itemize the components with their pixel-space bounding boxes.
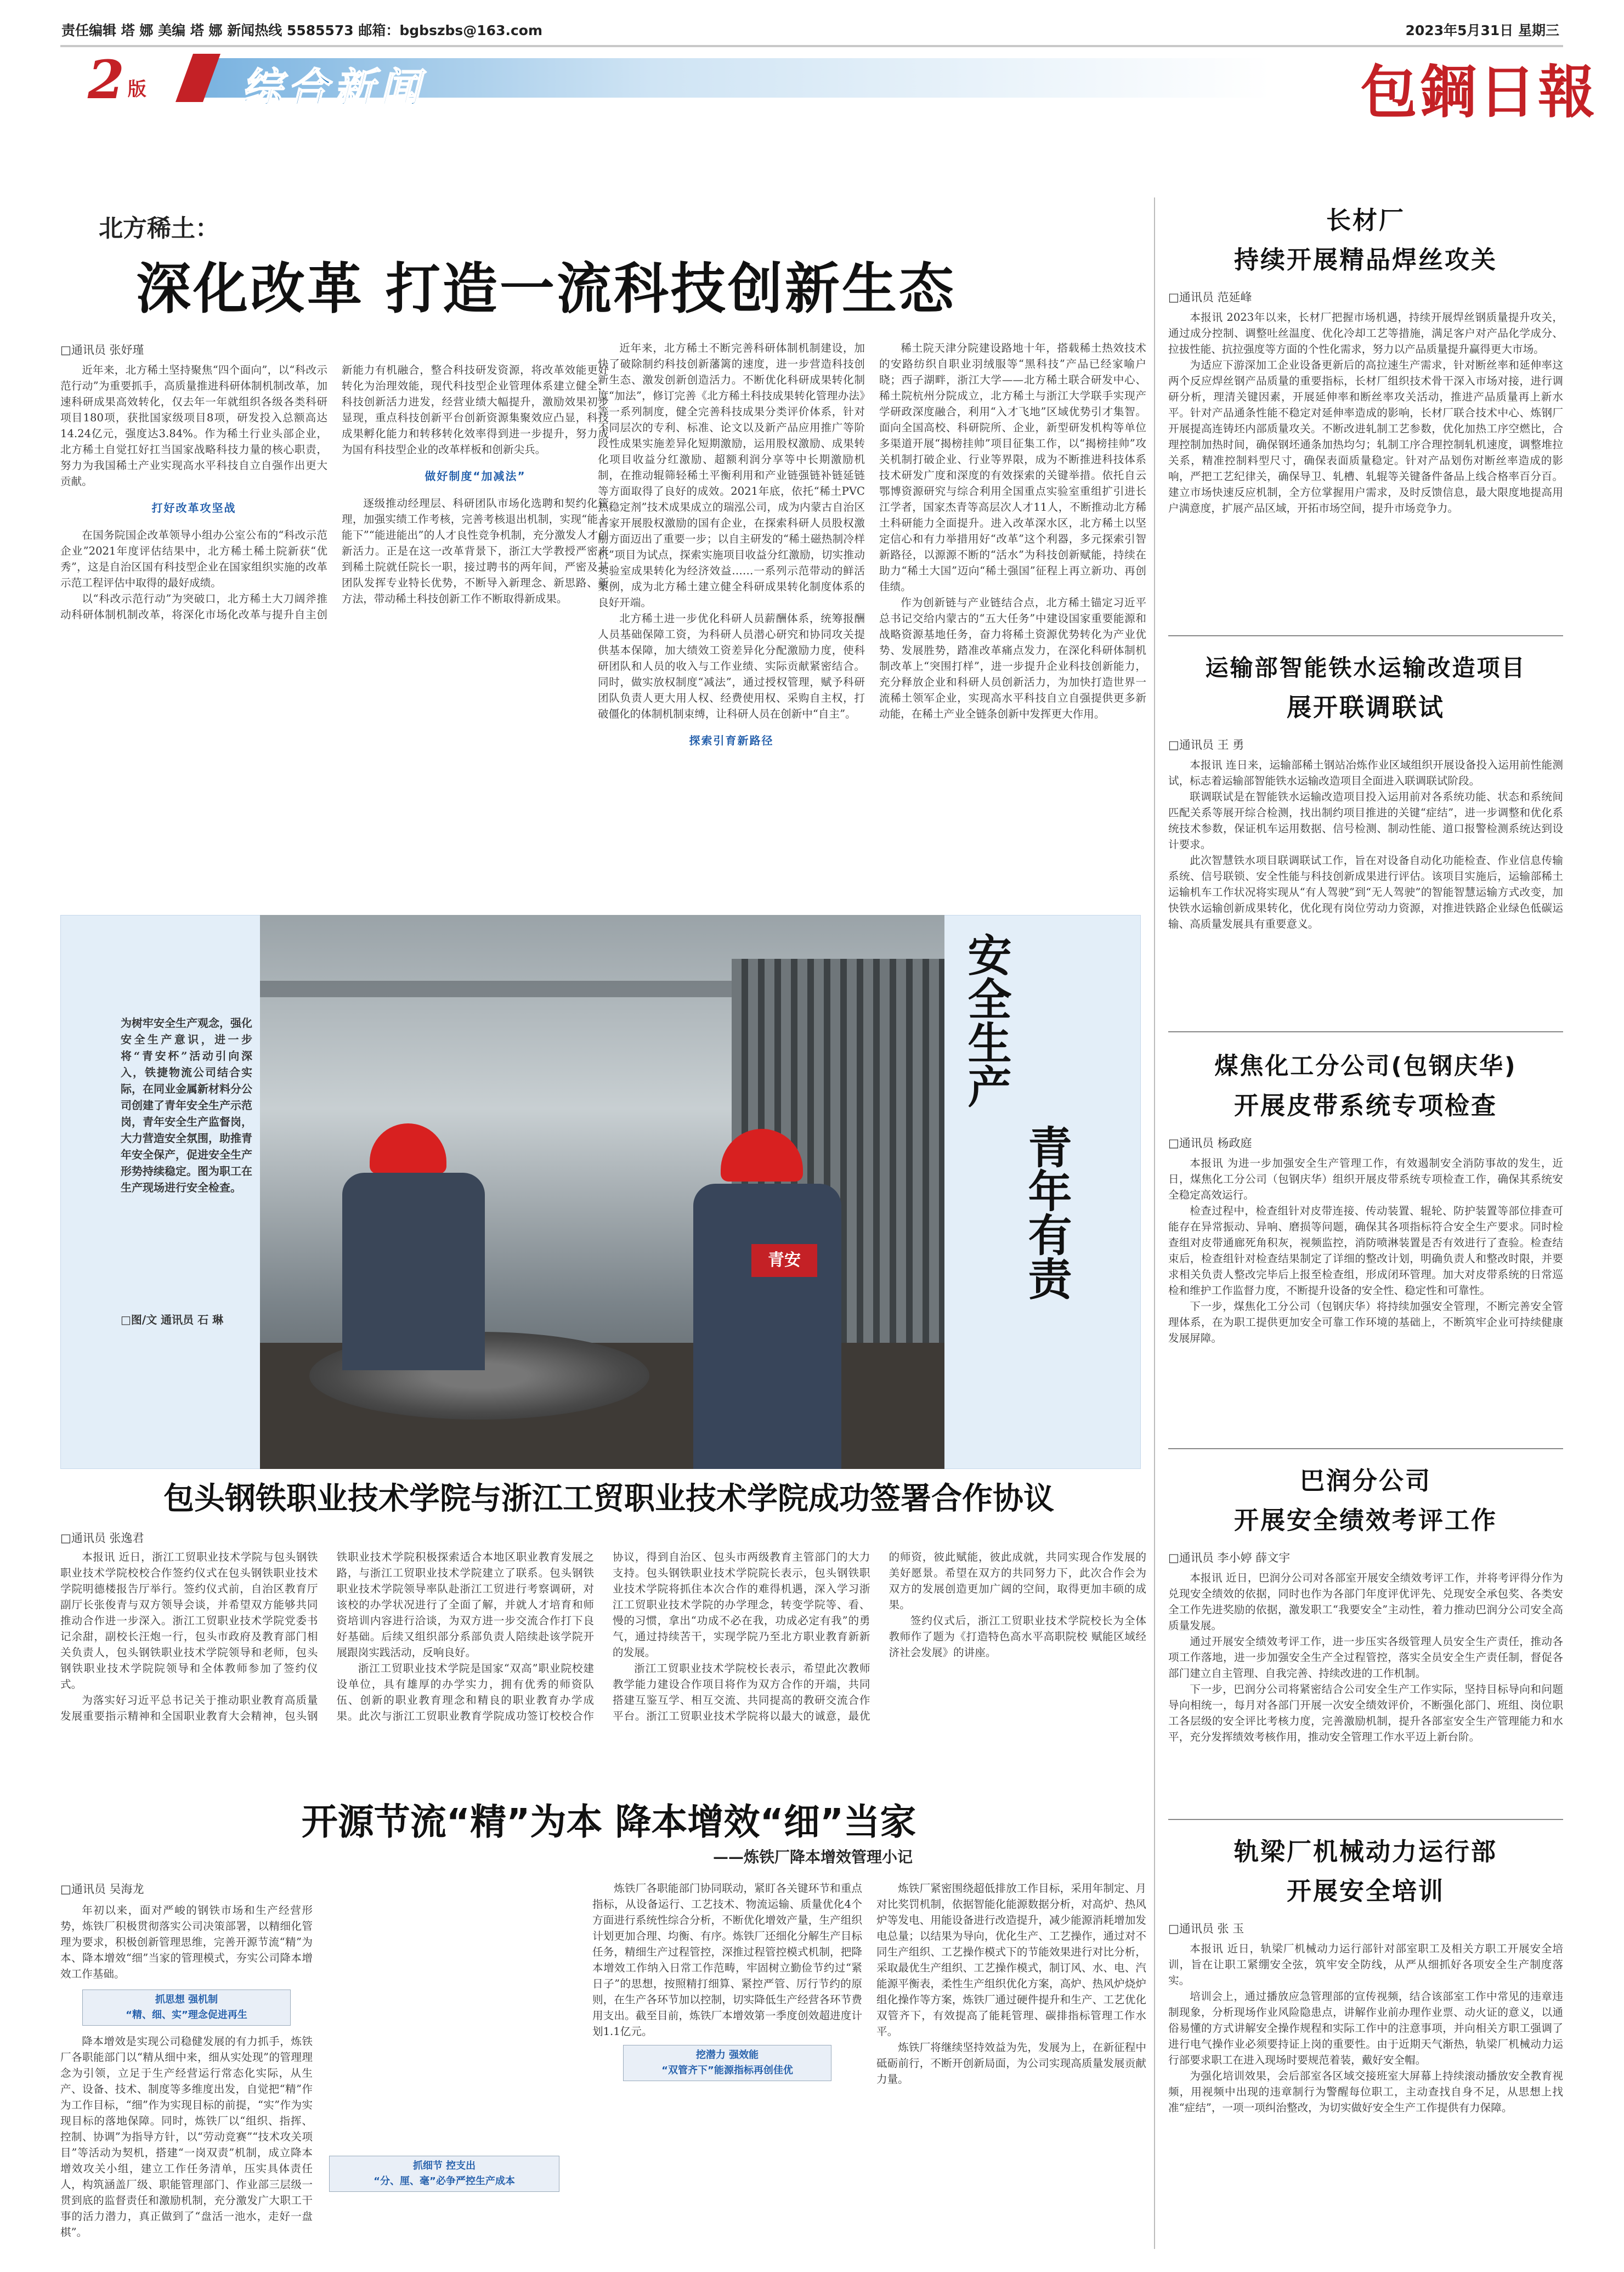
r2-title2: 展开联调联试 — [1286, 693, 1445, 722]
r5-p1: 本报讯 近日，轨梁厂机械动力运行部针对部室职工及相关方职工开展安全培训，旨在让职工紧绷安全弦，筑牢安全防线，从严从细抓好各项安全生产制度落实。 — [1168, 1942, 1563, 1987]
worker-left-helmet — [370, 1123, 446, 1174]
r1-title1: 长材厂 — [1326, 206, 1405, 235]
r3-byline: □通讯员 杨政庭 — [1168, 1137, 1252, 1150]
art3-box3-line2: “双管齐下”能源指标再创佳优 — [661, 2065, 793, 2076]
art2-p4: 浙江工贸职业技术学院校长表示，希望此次教师教学能力建设合作项目将作为双方合作的开端，共同搭建互鉴互学、相互交流、共同提高的教研交流合作平台。浙江工贸职业技术学院将以最大的诚意，最优的师资，彼此赋能，彼此成就，共同实现合作发展的美好愿景。希望在双方的共同努力下，此次合作会为双方的发展创造更加广阔的空间，取得更加丰硕的成果。 — [613, 1551, 1146, 1722]
r4-p2: 通过开展安全绩效考评工作，进一步压实各级管理人员安全生产责任，推动各项工作落地，进一步加强安全生产全过程管控，落实全员安全生产责任制，督促各部门建立自主管理、自我完善、持续改进的工作机制。 — [1168, 1635, 1563, 1680]
art1-sub3: 探索引育新路径 — [689, 734, 774, 747]
section-title: 综合新闻 — [241, 65, 426, 112]
art3-box1-line2: “精、细、实”理念促进再生 — [126, 2009, 247, 2021]
r5 — [1168, 1832, 1563, 2116]
photo-title-safety: 安全生产 — [960, 932, 1012, 1108]
safety-inspection-photo — [260, 915, 944, 1469]
art3-box2 — [329, 2156, 559, 2192]
art3-p4: 炼铁厂紧密围绕超低排放工作目标，采用年制定、月对比奖罚机制，依据智能化能源数据分析，对高炉、热风炉等发电、用能设备进行改造提升，减少能源消耗增加发电总量；以结果为导向，优化生产、工艺操作，通过对不同生产组织、工艺操作模式下的节能效果进行对比分析，采取最优生产组织、工艺操作模式，制订风、水、电、汽能源平衡表，柔性生产组织优化方案，高炉、热风炉烧炉组化操作等方案，炼铁厂通过硬件提升和生产、工艺优化双管齐下，有效提高了能耗管理、碳排指标管理工作水平。 — [876, 1882, 1146, 2038]
r2-p3: 此次智慧铁水项目联调联试工作，旨在对设备自动化功能检查、作业信息传输系统、信号联锁、安全性能与科技创新成果进行评估。该项目实施后，运输部稀土运输机车工作状况将实现从“有人驾驶”到“无人驾驶”的智能智慧运输方式改变，加快铁水运输创新成果转化，优化现有岗位劳动力资源，对推进铁路企业绿色低碳运输、高质量发展具有重要意义。 — [1168, 854, 1563, 930]
page-number-digit: 2 — [88, 49, 125, 111]
r3-p2: 检查过程中，检查组针对皮带连接、传动装置、辊轮、防护装置等部位排查可能存在异常振动、异响、磨损等问题，确保其各项指标符合安全生产要求。同时检查组对皮带通廊死角积灰，视频监控，消防喷淋装置是否有效进行了查验。检查结束后，检查组针对检查结果制定了详细的整改计划，明确负责人和整改时限，并要求相关负责人整改完毕后上报至检查组，形成闭环管理。加大对皮带系统的日常巡检和维护工作监督力度，不断提升设备的安全性、稳定性和可靠性。 — [1168, 1205, 1563, 1297]
r1-p2: 为适应下游深加工企业设备更新后的高拉速生产需求，针对断丝率和延伸率这两个反应焊丝钢产品质量的重要指标，长材厂组织技术骨干深入市场对接，进行调研分析，理清关键因素，开展延伸率和断丝率攻关活动，推进产品质量再上新水平。针对产品通条性能不稳定对延伸率造成的影响，长材厂联合技术中心、炼钢厂开展提高连铸坯内部质量攻关。不断改进轧制工艺参数，优化加热工序空燃比，合理控制加热时间，确保钢坯通条加热均匀；轧制工序合理控制轧机速度，调整堆拉关系，精准控制料型尺寸，确保表面质量稳定。针对产品划伤对断丝率造成的影响，严把工艺纪律关，确保导卫、轧槽、轧辊等关键备件备品上线合格率百分百。建立市场快速反应机制，全方位掌握用户需求，及时反馈信息，最大限度地提高用户满意度，扩展产品区域，开拓市场空间，提升市场竞争力。 — [1168, 359, 1563, 515]
art1-kicker: 北方稀土： — [99, 214, 219, 242]
header-date: 2023年5月31日 星期三 — [1405, 22, 1559, 38]
art1-p7: 稀土院天津分院建设路地十年，搭载稀土热效技术的安路纺织自职业羽绒服等“黑科技”产品已经家喻户晓；西子湖畔，浙江大学——北方稀土联合研发中心、稀土院杭州分院成立，北方稀土与浙江大学联手实现产学研政深度融合，利用“入才飞地”区域优势引才集智。面向全国高校、科研院所、企业，新型研发机构等单位多渠道开展“揭榜挂帅”项目征集工作，以“揭榜挂帅”攻关机制打破企业、行业等界限，成为不断推进科技体系技术研发广度和深度的有效探索的关键举措。依托自云鄂博资源研究与综合利用全国重点实验室重组扩引进长江学者，国家杰青等高层次人才11人，不断推动北方稀土科研能力全面提升。进入改革深水区，北方稀土以坚定信心和有力举措用好“改革”这个利器，多元探索引智新路径，以源源不断的“活水”为科技创新赋能，持续在助力“稀土大国”迈向“稀土强国”征程上再立新功、再创佳绩。 — [879, 342, 1146, 593]
r-divider-4 — [1168, 1819, 1563, 1820]
art2-p3: 浙江工贸职业技术学院是国家“双高”职业院校建设单位，具有雄厚的办学实力，拥有优秀的师资队伍、创新的职业教育理念和精良的职业教育办学成果。此次与浙江工贸职业教育学院成功签订校校合作协议，得到自治区、包头市两级教育主管部门的大力支持。包头钢铁职业技术学院院长表示，包头钢铁职业技术学院将抓住本次合作的难得机遇，深入学习浙江工贸职业技术学院的办学理念，转变学院等、看、慢的习惯，拿出“功成不必在我，功成必定有我”的勇气，通过持续苦干，实现学院乃至北方职业教育新新的发展。 — [336, 1551, 870, 1722]
r5-byline: □通讯员 张 玉 — [1168, 1922, 1244, 1935]
photo-caption: 为树牢安全生产观念，强化安全生产意识，进一步将“青安杯”活动引向深入，铁捷物流公司结合实际，在同业金属新材料分公司创建了青年安全生产示范岗，青年安全生产监督岗，大力营造安全氛围，助推青年安全保产，促进安全生产形势持续稳定。图为职工在生产现场进行安全检查。 — [121, 1016, 252, 1194]
r1-p1: 本报讯 2023年以来，长材厂把握市场机遇，持续开展焊丝钢质量提升攻关，通过成分控制、调整吐丝温度、优化冷却工艺等措施，满足客户对产品化学成分、拉拔性能、抗拉强度等方面的个性化需求，努力以产品质量提升赢得更大市场。 — [1168, 311, 1563, 355]
r-divider-2 — [1168, 1031, 1563, 1032]
art1-body-right — [598, 340, 1146, 878]
art1-sub1: 打好改革攻坚战 — [151, 501, 236, 515]
art3-col3 — [592, 1880, 1146, 2242]
r2-p2: 联调联试是在智能铁水运输改造项目投入运用前对各系统功能、状态和系统间匹配关系等展开综合检测，找出制约项目推进的关键“症结”，进一步调整和优化系统技术参数，保证机车运用数据、信号检测、制动性能、道口报警检测系统达到设计要求。 — [1168, 790, 1563, 851]
photo-credit: □图/文 通讯员 石 琳 — [121, 1313, 224, 1326]
r4-title2: 开展安全绩效考评工作 — [1233, 1506, 1497, 1535]
art2-byline: □通讯员 张逸君 — [60, 1531, 144, 1545]
r4 — [1168, 1461, 1563, 1745]
art2-p2: 为落实好习近平总书记关于推动职业教育高质量发展重要指示精神和全国职业教育大会精神，包头钢铁职业技术学院积极探索适合本地区职业教育发展之路，与浙江工贸职业技术学院建立了联系。包头钢铁职业技术学院领导率队赴浙江工贸进行考察调研，对该校的办学状况进行了全面了解，并就人才培育和师资培训内容进行洽谈，为双方进一步交流合作打下良好基础。后续又组织部分系部负责人陪续赴该学院开展跟岗实践活动，反响良好。 — [60, 1551, 594, 1722]
r3-p1: 本报讯 为进一步加强安全生产管理工作，有效遏制安全消防事故的发生，近日，煤焦化工分公司（包钢庆华）组织开展皮带系统专项检查工作，确保其系统安全稳定高效运行。 — [1168, 1157, 1563, 1201]
page-number — [88, 49, 146, 111]
art3-p3: 炼铁厂各职能部门协同联动，紧盯各关键环节和重点指标，从设备运行、工艺技术、物流运输、质量优化4个方面进行系统性综合分析，不断优化增效产量，生产组织计划更加合理、均衡、有序。炼铁厂还细化分解生产目标任务，精细生产过程管控，深推过程管控模式机制，把降本增效工作纳入日常工作范畴，牢固树立勤俭节约过“紧日子”的思想，按照精打细算、紧控严管、厉行节约的原则，在生产各环节加以控制，切实降低生产经营各环节费用支出。截至目前，炼铁厂本增效第一季度创效超进度计划1.1亿元。 — [592, 1882, 862, 2038]
art1-sub2: 做好制度“加减法” — [425, 470, 526, 483]
paper-name-logo: 包鋼日報 — [1360, 58, 1598, 126]
art2-title: 包头钢铁职业技术学院与浙江工贸职业技术学院成功签署合作协议 — [163, 1481, 1054, 1517]
r1 — [1168, 201, 1563, 516]
r1-body — [1168, 309, 1563, 516]
r4-p1: 本报讯 近日，巴润分公司对各部室开展安全绩效考评工作，并将考评得分作为兑现安全绩效的依据，同时也作为各部门年度评优评先、兑现安全承包奖、各类安全工作先进奖励的依据，激发职工“我要安全”主动性，着力推动巴润分公司安全高质量发展。 — [1168, 1572, 1563, 1632]
r3-title2: 开展皮带系统专项检查 — [1233, 1091, 1497, 1120]
art1-title: 深化改革 打造一流科技创新生态 — [136, 257, 956, 321]
r4-body — [1168, 1570, 1563, 1745]
worker-left-body — [342, 1173, 485, 1370]
art3-p2: 降本增效是实现公司稳健发展的有力抓手，炼铁厂各职能部门以“精从细中来，细从实处现”的管理理念为引领，立足于生产经营运行常态化实际，从生产、设备、技术、制度等多维度出发，自觉把“精”作为工作目标，“细”作为实现目标的前提，“实”作为实现目标的落地保障。同时，炼铁厂以“组织、指挥、控制、协调”为指导方针，以“劳动竞赛”“技术攻关项目”等活动为契机，搭建“一岗双责”机制，成立降本增效攻关小组，建立工作任务清单，压实具体责任人，构筑涵盖厂级、职能管理部门、作业部三层级一贯到底的监督责任和激励机制，充分激发广大职工干事的活力潜力，真正做到了“盘活一池水，走好一盘棋”。 — [60, 2035, 313, 2239]
art1-body-left — [60, 362, 609, 878]
art3-box3 — [623, 2045, 831, 2081]
photo-title-youth: 青年有责 — [1021, 1124, 1072, 1300]
art3-byline: □通讯员 吴海龙 — [60, 1883, 144, 1896]
art3-box2-line2: “分、厘、毫”必争严控生产成本 — [374, 2175, 515, 2187]
art2-p1: 本报讯 近日，浙江工贸职业技术学院与包头钢铁职业技术学院校校合作签约仪式在包头钢铁职业技术学院明德楼报告厅举行。签约仪式前，自治区教育厅副厅长张俊青与双方领导会谈，并希望双方能够共同推动合作进一步深入。浙江工贸职业技术学院党委书记余甜，副校长汪炮一行，包头市政府及教育部门相关负责人，包头钢铁职业技术学院领导和老师，包头钢铁职业技术学院院领导和全体教师参加了签约仪式。 — [60, 1551, 318, 1691]
right-column-divider — [1154, 197, 1155, 2249]
r4-p3: 下一步，巴润分公司将紧密结合公司安全生产工作实际，坚持目标导向和问题导向相统一，每月对各部门开展一次安全绩效评价，不断强化部门、班组、岗位职工各层级的安全评比考核力度，完善激励机制，提升各部室安全生产管理能力和水平，充分发挥绩效考核作用，推动安全管理工作水平迈上新台阶。 — [1168, 1683, 1563, 1743]
worker-right-body — [693, 1184, 841, 1469]
art2-body — [60, 1549, 1146, 1796]
r5-body — [1168, 1941, 1563, 2116]
r1-byline: □通讯员 范延峰 — [1168, 291, 1252, 304]
art1-byline: □通讯员 张妤瑾 — [60, 343, 144, 357]
r-divider-3 — [1168, 1448, 1563, 1449]
r5-title1: 轨梁厂机械动力运行部 — [1233, 1837, 1497, 1866]
art1-p2: 在国务院国企改革领导小组办公室公布的“科改示范企业”2021年度评估结果中，北方稀土稀土院新获“优秀”，这是自治区国有科技型企业在国家组织实施的改革示范工程评估中取得的最好成绩。 — [60, 529, 327, 589]
r-divider-1 — [1168, 635, 1563, 636]
r1-title2: 持续开展精品焊丝攻关 — [1233, 245, 1497, 274]
r3-title1: 煤焦化工分公司(包钢庆华) — [1214, 1053, 1517, 1080]
r5-title2: 开展安全培训 — [1286, 1877, 1445, 1906]
armband-text: 青安 — [768, 1251, 801, 1270]
r2-title1: 运输部智能铁水运输改造项目 — [1205, 654, 1526, 681]
art2-p5: 签约仪式后，浙江工贸职业技术学院校长为全体教师作了题为《打造特色高水平高职院校 赋能区域经济社会发展》的讲座。 — [889, 1614, 1146, 1659]
art3-col1 — [60, 1902, 313, 2242]
art3-p5: 炼铁厂将继续坚持效益为先，发展为上，在新征程中砥砺前行，不断开创新局面，为公司实现高质量发展贡献力量。 — [876, 2041, 1146, 2086]
art1-p6: 北方稀土进一步优化科研人员薪酬体系，统筹报酬人员基础保障工资，为科研人员潜心研究和协同攻关提供基本保障，加大绩效工资差异化分配激励力度，使科研团队和人员的收入与工作业绩、实际贡献紧密结合。同时，做实放权制度“减法”，通过授权管理，赋予科研团队负责人更大用人权、经费使用权、采购自主权，打破僵化的体制机制束缚，让科研人员在创新中“自主”。 — [598, 612, 865, 720]
r2-body — [1168, 757, 1563, 932]
art1-p1: 近年来，北方稀土坚持聚焦“四个面向”，以“科改示范行动”为重要抓手，高质量推进科研体制机制改革，加速科研成果高效转化，仅去年一年就组织各级各类科研项目180项，获批国家级项目8项，研发投入总额高达14.24亿元，强度达3.84%。作为稀土行业头部企业，北方稀土自觉扛好扛当国家战略科技力量的核心职责，努力为我国稀土产业实现高水平科技自立自强作出更大贡献。 — [60, 364, 327, 488]
header-editors: 责任编辑 塔 娜 美编 塔 娜 新闻热线 5585573 邮箱：bgbszbs@163.com — [61, 22, 543, 38]
r2 — [1168, 648, 1563, 932]
art3-subtitle: ——炼铁厂降本增效管理小记 — [713, 1848, 913, 1866]
r4-byline: □通讯员 李小婷 薛文宇 — [1168, 1551, 1291, 1564]
art3-box1 — [82, 1990, 291, 2026]
art1-p3: 以“科改示范行动”为突破口，北方稀土大刀阔斧推动科研体制机制改革，将深化市场化改革与提升自主创新能力有机融合，整合科技研发资源，将改革效能更好转化为治理效能，现代科技型企业管理体系建立健全，科技创新活力进发，经营业绩大幅提升，激励效果初步显现，重点科技创新平台创新资源集聚效应凸显，科技成果孵化能力和转移转化效率得到进一步提升，努力成为国有科技型企业的改革样板和创新尖兵。 — [60, 364, 609, 621]
r2-byline: □通讯员 王 勇 — [1168, 738, 1244, 751]
r2-p1: 本报讯 连日来，运输部稀土钢站冶炼作业区域组织开展设备投入运用前性能测试，标志着运输部智能铁水运输改造项目全面进入联调联试阶段。 — [1168, 759, 1563, 787]
r3-p3: 下一步，煤焦化工分公司（包钢庆华）将持续加强安全管理，不断完善安全管理体系，在为职工提供更加安全可靠工作环境的基础上，不断筑牢企业可持续健康发展屏障。 — [1168, 1300, 1563, 1344]
r4-title1: 巴润分公司 — [1299, 1466, 1431, 1495]
armband — [751, 1244, 817, 1277]
art1-p8: 作为创新链与产业链结合点，北方稀土锚定习近平总书记交给内蒙古的“五大任务”中建设国家重要能源和战略资源基地任务，奋力将稀土资源优势转化为产业优势、发展胜势，踏准改革痛点发力，在深化科研体制机制改革上“突围打样”，进一步提升企业科技创新能力，充分释放企业和科研人员创新活力，为加快打造世界一流稀土领军企业，实现高水平科技自立自强提供更多新动能，在稀土产业全链条创新中发挥更大作用。 — [879, 596, 1146, 720]
header-rule — [60, 45, 1563, 47]
r5-p3: 为强化培训效果，会后部室各区域交接班室大屏幕上持续滚动播放安全教育视频，用视频中出现的违章制行为警醒每位职工，主动查找自身不足，从思想上找准“症结”，一项一项纠治整改，为切实做好安全生产工作提供有力保障。 — [1168, 2070, 1563, 2114]
art3-title: 开源节流“精”为本 降本增效“细”当家 — [301, 1801, 916, 1843]
art1-p4: 逐级推动经理层、科研团队市场化选聘和契约化管理，加强实绩工作考核，完善考核退出机制，实现“能上能下”“能进能出”的人才良性竞争机制，充分激发人才创新活力。正是在这一改革背景下，浙江大学教授严密来到稀土院就任院长一职，接过聘书的两年间，严密及其团队发挥专业特长优势，不断导入新理念、新思路、新方法，带动稀土科技创新工作不断取得新成果。 — [342, 497, 609, 605]
art1-p5: 近年来，北方稀土不断完善科研体制机制建设，加快了破除制约科技创新藩篱的速度，进一步营造科技创新生态、激发创新创造活力。不断优化科研成果转化制度“加法”，修订完善《北方稀土科技成果转化管理办法》等一系列制度，健全完善科技成果分类评价体系，针对不同层次的专利、标准、论文以及新产品应用推广等阶段性成果实施差异化短期激励，运用股权激励、成果转化项目收益分红激励、超额利润分享等中长期激励机制，在推动辊筛轻稀土平衡利用和产业链强链补链延链等方面取得了良好的成效。2021年底，依托“稀土PVC热稳定剂”技术成果成立的瑞泓公司，成为内蒙古自治区首家开展股权激励的国有企业，在探索科研人员股权激励方面迈出了重要一步；以自主研发的“稀土磁热制冷样机”项目为试点，探索实施项目收益分红激励，切实推动实验室成果转化为经济效益……一系列示范带动的鲜活案例，成为北方稀土建立健全科研成果转化制度体系的良好开端。 — [598, 342, 865, 609]
art3-p1: 年初以来，面对严峻的钢铁市场和生产经营形势，炼铁厂积极贯彻落实公司决策部署，以精细化管理为要求，积极创新管理思维，完善开源节流“精”为本、降本增效“细”当家的管理模式，夯实公司降本增效工作基础。 — [60, 1904, 313, 1980]
art3-box1-line1: 抓思想 强机制 — [155, 1994, 218, 2005]
r5-p2: 培训会上，通过播放应急管理部的宣传视频，结合该部室工作中常见的违章违制现象，分析现场作业风险隐患点，讲解作业前办理作业票、动火证的意义，以通俗易懂的方式讲解安全操作规程和实际工作中的注意事项，并向相关方职工强调了进行电气操作业必须要持证上岗的重要性。由于近期天气渐热，轨梁厂机械动力运行部要求职工在进入现场时要规范着装，戴好安全帽。 — [1168, 1990, 1563, 2066]
art3-box2-line1: 抓细节 控支出 — [412, 2160, 476, 2172]
r3-body — [1168, 1155, 1563, 1346]
page-number-unit: 版 — [127, 78, 146, 100]
art3-box3-line1: 挖潜力 强效能 — [695, 2049, 759, 2061]
r3 — [1168, 1047, 1563, 1346]
